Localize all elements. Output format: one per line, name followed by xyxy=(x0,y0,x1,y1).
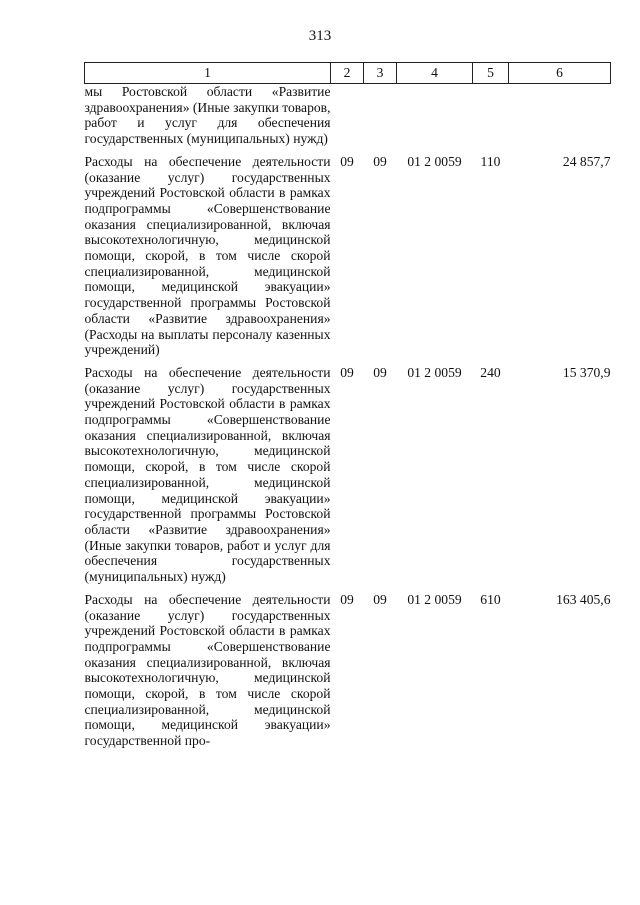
row-amount xyxy=(509,84,611,147)
row-expense-type: 610 xyxy=(480,591,501,607)
row-target-article xyxy=(397,84,473,147)
row-subsection: 09 xyxy=(373,364,387,380)
header-col-6: 6 xyxy=(509,63,611,84)
table-row xyxy=(85,585,611,749)
row-subsection: 09 xyxy=(373,591,387,607)
row-expense-type xyxy=(473,84,509,147)
header-col-2: 2 xyxy=(331,63,364,84)
row-section: 09 xyxy=(340,364,354,380)
header-col-1: 1 xyxy=(85,63,331,84)
row-section: 09 xyxy=(340,153,354,169)
header-col-3: 3 xyxy=(364,63,397,84)
row-section: 09 xyxy=(340,591,354,607)
header-col-4: 4 xyxy=(397,63,473,84)
page-number: 313 xyxy=(308,28,332,44)
row-amount: 24 857,7 xyxy=(562,153,611,169)
row-description: Расходы на обеспечение деятельности (оказание услуг) государственных учреждений Ростовской области в рамках подпрограммы «Совершенствование оказания специализированной, включая высокотехнологичную, медицинской помощи, скорой, в том числе скорой специализированной, медицинской помощи, медицинской эвакуации» государственной про- xyxy=(84,591,331,749)
header-col-5: 5 xyxy=(473,63,509,84)
row-description: мы Ростовской области «Развитие здравоохранения» (Иные закупки товаров, работ и услуг для обеспечения государственных (муниципальных) нужд) xyxy=(84,84,331,147)
row-subsection: 09 xyxy=(373,153,387,169)
row-amount: 15 370,9 xyxy=(562,364,611,380)
row-amount: 163 405,6 xyxy=(556,591,611,607)
table-row xyxy=(85,147,611,358)
row-target-article: 01 2 0059 xyxy=(407,591,462,607)
table-row xyxy=(85,84,611,147)
table-header-row xyxy=(85,63,611,84)
row-expense-type: 110 xyxy=(480,153,501,169)
row-target-article: 01 2 0059 xyxy=(407,364,462,380)
row-section xyxy=(331,84,364,147)
row-expense-type: 240 xyxy=(480,364,501,380)
row-description: Расходы на обеспечение деятельности (оказание услуг) государственных учреждений Ростовской области в рамках подпрограммы «Совершенствование оказания специализированной, включая высокотехнологичную, медицинской помощи, скорой, в том числе скорой специализированной, медицинской помощи, медицинской эвакуации» государственной программы Ростовской области «Развитие здравоохранения» (Иные закупки товаров, работ и услуг для обеспечения государственных (муниципальных) нужд) xyxy=(84,364,331,585)
row-description: Расходы на обеспечение деятельности (оказание услуг) государственных учреждений Ростовской области в рамках подпрограммы «Совершенствование оказания специализированной, включая высокотехнологичную, медицинской помощи, скорой, в том числе скорой специализированной, медицинской помощи, медицинской эвакуации» государственной программы Ростовской области «Развитие здравоохранения» (Расходы на выплаты персоналу казенных учреждений) xyxy=(84,153,331,358)
row-target-article: 01 2 0059 xyxy=(407,153,462,169)
row-subsection xyxy=(364,84,397,147)
budget-table xyxy=(84,62,611,749)
table-row xyxy=(85,358,611,585)
